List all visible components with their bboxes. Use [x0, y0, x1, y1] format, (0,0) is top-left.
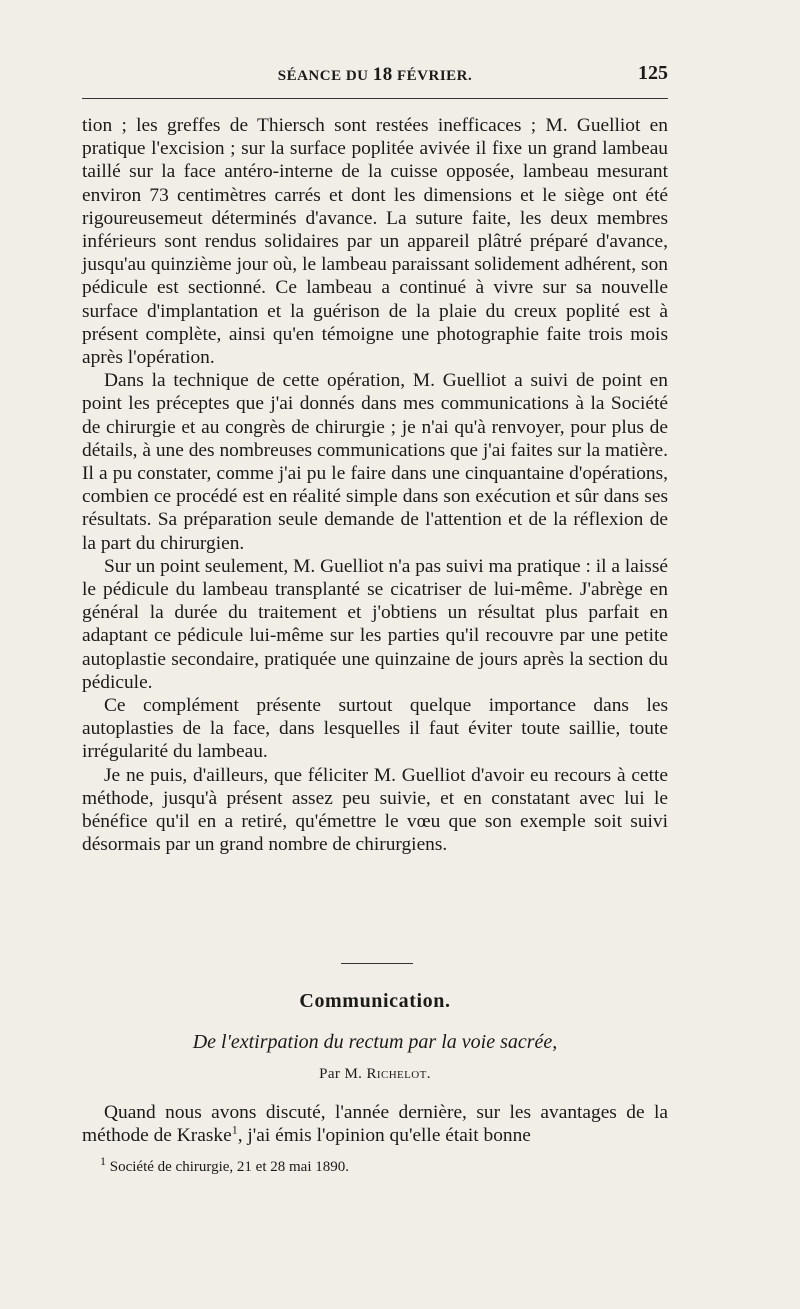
- article-text-before: Quand nous avons discuté, l'année dernière, sur les avantages de la méthode de Kraske: [82, 1102, 668, 1147]
- section-heading: Communication.: [299, 990, 451, 1012]
- body-text: [82, 114, 668, 857]
- footnote-text: Société de chirurgie, 21 et 28 mai 1890.: [109, 1159, 349, 1175]
- running-title-date: 18: [372, 64, 393, 85]
- paragraph-4: Ce complément présente surtout quelque importance dans les autoplasties de la face, dans lesquelles il faut éviter toute saillie, toute irrégularité du lambeau.: [82, 695, 668, 763]
- footnote-mark: 1: [100, 1154, 106, 1168]
- article-paragraph-1: [82, 1101, 668, 1147]
- article-title: De l'extirpation du rectum par la voie sacrée,: [192, 1031, 558, 1053]
- running-head: [82, 64, 668, 88]
- footnote-reference: 1: [231, 1122, 238, 1137]
- running-title-part-a: SÉANCE DU: [277, 68, 369, 84]
- paragraph-1: tion ; les greffes de Thiersch sont restées inefficaces ; M. Guelliot en pratique l'excision ; sur la surface poplitée avivée il fixe un grand lambeau taillé sur la face antéro-interne de la cuisse opposée, lambeau mesurant environ 73 centimètres carrés et dont les dimensions et le siège ont été rigoureusemeut déterminés d'avance. La suture faite, les deux membres inférieurs sont rendus solidaires par un appareil plâtré préparé d'avance, jusqu'au quinzième jour où, le lambeau paraissant solidement adhérent, son pédicule est sectionné. Ce lambeau a continué à vivre sur sa nouvelle surface d'implantation et la guérison de la plaie du creux poplité est à présent complète, ainsi qu'en témoigne une photographie faite trois mois après l'opération.: [82, 115, 668, 369]
- running-title: [82, 64, 668, 86]
- page-number: 125: [638, 62, 668, 84]
- article-text-after: , j'ai émis l'opinion qu'elle était bonne: [237, 1125, 531, 1147]
- footnote: [100, 1154, 660, 1176]
- article-body: [82, 1101, 668, 1147]
- paragraph-3: Sur un point seulement, M. Guelliot n'a pas suivi ma pratique : il a laissé le pédicule du lambeau transplanté se cicatriser de lui-même. J'abrège en général la durée du traitement et j'obtiens un résultat plus parfait en adaptant ce pédicule lui-même sur les parties qu'il recouvre par une petite autoplastie secondaire, pratiquée une quinzaine de jours après la section du pédicule.: [82, 555, 668, 693]
- paragraph-5: Je ne puis, d'ailleurs, que féliciter M. Guelliot d'avoir eu recours à cette méthode, jusqu'à présent assez peu suivie, et en constatant avec lui le bénéfice qu'il en a retiré, qu'émettre le vœu que son exemple soit suivi désormais par un grand nombre de chirurgiens.: [82, 764, 668, 856]
- header-rule: [82, 98, 668, 99]
- paragraph-2: Dans la technique de cette opération, M. Guelliot a suivi de point en point les préceptes que j'ai donnés dans mes communications à la Société de chirurgie et au congrès de chirurgie ; je n'ai qu'à renvoyer, pour plus de détails, à une des nombreuses communications que j'ai faites sur la matière. Il a pu constater, comme j'ai pu le faire dans une cinquantaine d'opérations, combien ce procédé est en réalité simple dans son exécution et sûr dans ses résultats. Sa préparation seule demande de l'attention et de la réflexion de la part du chirurgien.: [82, 370, 668, 554]
- byline: [82, 1066, 668, 1083]
- running-title-part-b: FÉVRIER.: [397, 68, 473, 84]
- byline-author: Richelot.: [366, 1066, 431, 1082]
- byline-prefix: Par M.: [319, 1066, 363, 1082]
- section-divider: [341, 963, 413, 964]
